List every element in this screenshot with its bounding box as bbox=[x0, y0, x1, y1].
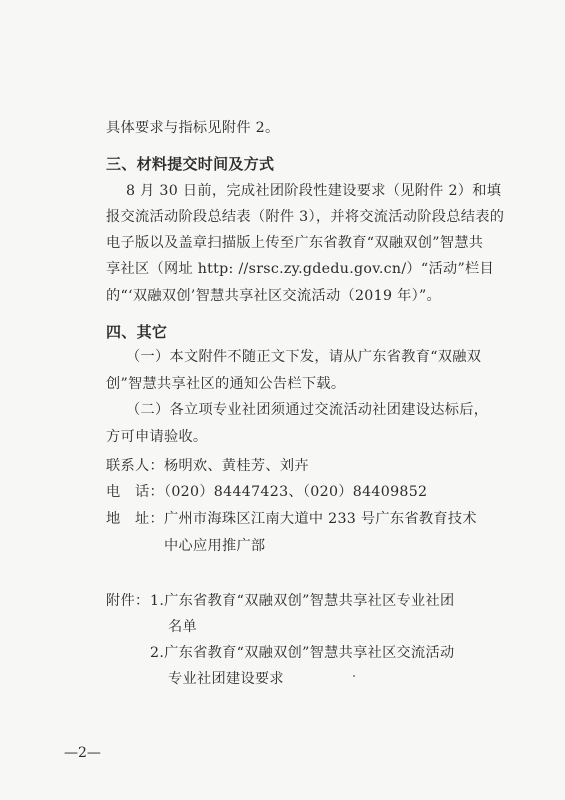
section-3-line: 报交流活动阶段总结表（附件 3），并将交流活动阶段总结表的 bbox=[106, 209, 505, 225]
section-3-heading: 三、材料提交时间及方式 bbox=[106, 155, 275, 173]
scan-speck bbox=[353, 675, 355, 677]
section-4-item-2-line: 方可申请验收。 bbox=[106, 429, 208, 445]
section-3-line: 电子版以及盖章扫描版上传至广东省教育“双融双创”智慧共 bbox=[106, 235, 484, 251]
phone-line: 电 话：（020）84447423、（020）84409852 bbox=[106, 484, 428, 500]
attachment-item-2-continued: 专业社团建设要求 bbox=[168, 671, 284, 687]
attachments-label: 附件： bbox=[106, 593, 150, 609]
contacts-line: 联系人：杨明欢、黄桂芳、刘卉 bbox=[106, 458, 309, 474]
section-3-line: 8 月 30 日前，完成社团阶段性建设要求（见附件 2）和填 bbox=[126, 183, 502, 199]
address-line: 地 址：广州市海珠区江南大道中 233 号广东省教育技术 bbox=[106, 511, 477, 527]
intro-text: 具体要求与指标见附件 2。 bbox=[106, 120, 280, 136]
attachment-item-1: 1.广东省教育“双融双创”智慧共享社区专业社团 bbox=[150, 593, 455, 609]
section-3-line: 的“‘双融双创’智慧共享社区交流活动（2019 年）”。 bbox=[106, 288, 442, 304]
section-4-item-2-line: （二）各立项专业社团须通过交流活动社团建设达标后， bbox=[126, 402, 489, 418]
section-4-item-1-line: 创”智慧共享社区的通知公告栏下载。 bbox=[106, 376, 346, 392]
section-4-item-1-line: （一）本文附件不随正文下发，请从广东省教育“双融双 bbox=[126, 349, 482, 365]
attachment-item-2: 2.广东省教育“双融双创”智慧共享社区交流活动 bbox=[150, 645, 455, 661]
attachment-item-1-continued: 名单 bbox=[168, 619, 197, 635]
address-line-continued: 中心应用推广部 bbox=[164, 538, 266, 554]
page-number: —2— bbox=[64, 745, 101, 761]
section-4-heading: 四、其它 bbox=[106, 323, 168, 341]
section-3-line: 享社区（网址 http: //srsc.zy.gdedu.gov.cn/）“活动”栏目 bbox=[106, 261, 494, 277]
